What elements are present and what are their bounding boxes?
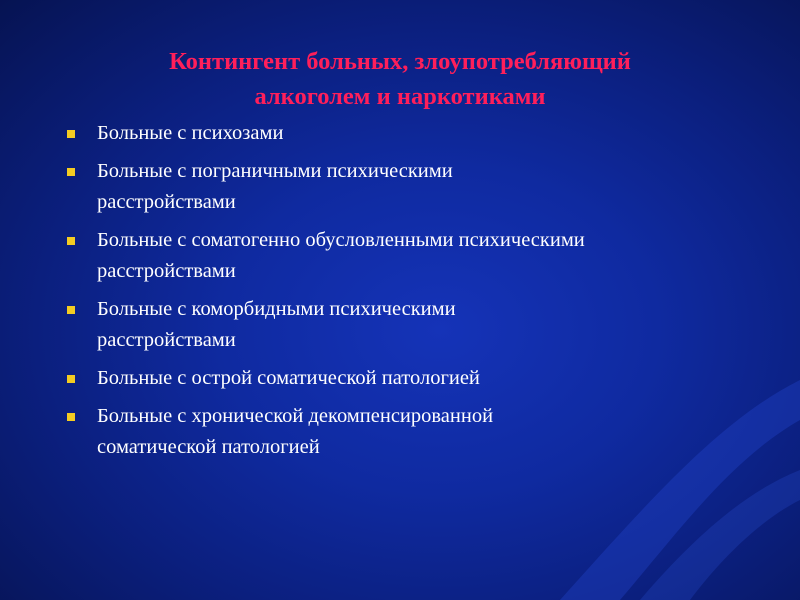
bullet-text-line: расстройствами (97, 191, 236, 213)
bullet-list (64, 118, 754, 470)
title-line-2: алкоголем и наркотиками (254, 83, 546, 110)
bullet-text-line: Больные с острой соматической патологией (97, 367, 480, 389)
square-bullet-icon (67, 237, 75, 245)
bullet-text-line: Больные с коморбидными психическими (97, 298, 456, 320)
bullet-item-somatogenic (64, 225, 754, 287)
bullet-item-borderline (64, 156, 754, 218)
square-bullet-icon (67, 168, 75, 176)
bullet-text-line: Больные с пограничными психическими (97, 160, 453, 182)
bullet-item-chronic-somatic (64, 401, 754, 463)
title-line-1: Контингент больных, злоупотребляющий (169, 48, 631, 75)
square-bullet-icon (67, 375, 75, 383)
bullet-text-line: Больные с соматогенно обусловленными психическими (97, 229, 585, 251)
bullet-item-psychoses (64, 118, 754, 149)
square-bullet-icon (67, 413, 75, 421)
square-bullet-icon (67, 306, 75, 314)
bullet-text-line: расстройствами (97, 329, 236, 351)
bullet-item-acute-somatic (64, 363, 754, 394)
bullet-item-comorbid (64, 294, 754, 356)
slide-title (60, 44, 740, 114)
bullet-text-line: Больные с психозами (97, 122, 284, 144)
bullet-text-line: соматической патологией (97, 436, 320, 458)
square-bullet-icon (67, 130, 75, 138)
bullet-text-line: расстройствами (97, 260, 236, 282)
bullet-text-line: Больные с хронической декомпенсированной (97, 405, 494, 427)
